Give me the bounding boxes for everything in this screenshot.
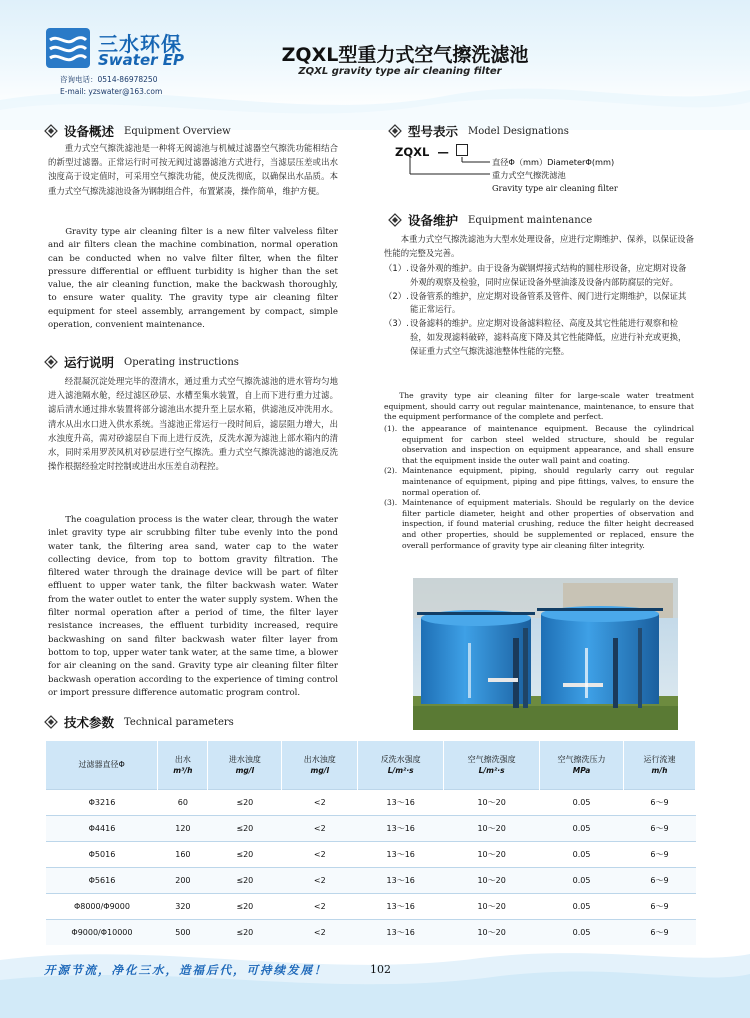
table-cell: <2	[282, 841, 358, 867]
diamond-bullet-icon	[44, 715, 58, 729]
label-filter-cn: 重力式空气擦洗滤池	[492, 170, 566, 180]
table-cell: 60	[158, 789, 208, 815]
table-cell: 500	[158, 919, 208, 945]
table-cell: 10～20	[444, 789, 540, 815]
section-heading-operation	[44, 353, 239, 371]
list-item	[384, 317, 694, 358]
heading-en: Technical parameters	[124, 716, 234, 728]
list-number: (2).	[384, 466, 398, 476]
table-cell: 320	[158, 893, 208, 919]
table-cell: 0.05	[540, 919, 624, 945]
column-header: 空气擦洗压力 MPa	[540, 741, 624, 789]
table-cell: 6～9	[624, 893, 696, 919]
table-cell: 0.05	[540, 815, 624, 841]
paragraph: Gravity type air cleaning filter is a new filter valveless filter and air filters clean the machine combination, normal operation can be conducted when no valve filter filter, when the filter pressure differential or effluent turbidity is higher than the set value, the air cleaning function, make the backwash thoroughly, to ensure water quality. The gravity type air cleaning filter equipment for steel assembly, arrangement by compact, simple operation, convenient maintenance.	[48, 227, 338, 331]
table-cell: Φ4416	[46, 815, 158, 841]
section-heading-parameters	[44, 713, 234, 731]
maintenance-list-en	[384, 424, 694, 551]
table-cell: 6～9	[624, 815, 696, 841]
logo-text-cn: 三水环保	[98, 32, 182, 56]
heading-en: Operating instructions	[124, 356, 239, 368]
table-cell: Φ8000/Φ9000	[46, 893, 158, 919]
table-cell: 0.05	[540, 893, 624, 919]
list-item	[384, 424, 694, 466]
table-cell: 200	[158, 867, 208, 893]
heading-en: Equipment maintenance	[468, 214, 593, 226]
list-text: 设备外观的维护。由于设备为碳钢焊接式结构的圆柱形设备，应定期对设备外观的观察及检验，同时应保证设备外壁油漆及设备内部防腐层的完好。	[410, 263, 687, 287]
table-cell: Φ5016	[46, 841, 158, 867]
table-cell: 10～20	[444, 893, 540, 919]
table-cell: 13～16	[358, 789, 444, 815]
paragraph: 经混凝沉淀处理完毕的澄清水，通过重力式空气擦洗滤池的进水管均匀地进入滤池隔水舱，经过滤区砂层、水槽至集水装置，自上而下进行重力过滤。滤后清水通过排水装置将部分滤池出水提升至上层水箱，供滤池反冲洗用水。清水从出水口进入供水系统。当滤池正常运行一段时间后，滤层阻力增大，出水浊度升高，需对砂滤层自下而上进行反洗，反洗水源为滤池上部水箱内的清水，同时采用罗茨风机对砂层进行空气擦洗。重力式空气擦洗滤池的滤池反洗操作根据经验定时控制或进出水压差自动程控。	[48, 376, 338, 472]
label-diameter: 直径Φ（mm）DiameterΦ(mm)	[492, 157, 615, 167]
diamond-bullet-icon	[388, 213, 402, 227]
designation-leader-lines	[400, 155, 500, 197]
list-item	[384, 498, 694, 551]
table-cell: 13～16	[358, 867, 444, 893]
page-number: 102	[370, 963, 391, 976]
table-cell: ≤20	[208, 919, 282, 945]
column-header: 空气擦洗强度 L/m²·s	[444, 741, 540, 789]
table-cell: 10～20	[444, 841, 540, 867]
diamond-bullet-icon	[44, 355, 58, 369]
paragraph: 本重力式空气擦洗滤池为大型水处理设备，应进行定期维护、保养，以保证设备性能的完整及完善。	[384, 234, 694, 259]
model-code-dash: —	[437, 145, 449, 159]
table-cell: ≤20	[208, 815, 282, 841]
operation-text-en	[48, 514, 338, 700]
paragraph: The coagulation process is the water clear, through the water inlet gravity type air scrubbing filter tube evenly into the pond water tank, the filtering area sand, water cap to the water collecting device, from top to bottom gravity filtration. The filtered water through the drainage device will be part of filter effluent to upper water tank, the filter backwash water. Water from the water outlet to enter the water supply system. When the filter normal operation after a period of time, the filter layer resistance increases, the effluent turbidity increased, require backwashing on sand filter backwash water filter layer from bottom to top, upper water tank water, at the same time, a blower for air cleaning on the sand. Gravity type air cleaning filter filter backwash operation according to the experience of timing control or import pressure difference automatic program control.	[48, 515, 338, 698]
heading-en: Model Designations	[468, 125, 569, 137]
paragraph: The gravity type air cleaning filter for large-scale water treatment equipment, should carry out regular maintenance, maintenance, to ensure that the equipment performance of the complete and perfect.	[384, 391, 694, 422]
list-number: （3）.	[384, 318, 409, 329]
table-cell: 6～9	[624, 919, 696, 945]
table-cell: 120	[158, 815, 208, 841]
diamond-bullet-icon	[44, 124, 58, 138]
maintenance-intro-en	[384, 391, 694, 423]
footer-slogan: 开源节流，净化三水，造福后代，可持续发展！	[44, 963, 328, 977]
logo-text-en: Swater EP	[98, 51, 184, 69]
page-subtitle: ZQXL gravity type air cleaning filter	[298, 66, 502, 77]
table-cell: ≤20	[208, 841, 282, 867]
list-number: （2）.	[384, 290, 409, 301]
table-cell: 0.05	[540, 867, 624, 893]
table-cell: 13～16	[358, 841, 444, 867]
table-cell: 13～16	[358, 919, 444, 945]
diamond-bullet-icon	[388, 124, 402, 138]
column-header: 反洗水强度 L/m²·s	[358, 741, 444, 789]
table-cell: 0.05	[540, 841, 624, 867]
table-row	[46, 815, 696, 841]
table-cell: 0.05	[540, 789, 624, 815]
table-cell: <2	[282, 789, 358, 815]
column-header: 过滤器直径Φ	[46, 741, 158, 789]
list-text: 设备管系的维护，应定期对设备管系及管件、阀门进行定期维护，以保证其能正常运行。	[410, 290, 687, 315]
table-cell: 6～9	[624, 841, 696, 867]
table-row	[46, 893, 696, 919]
page-title: ZQXL型重力式空气擦洗滤池	[281, 44, 529, 66]
section-heading-designation	[388, 122, 569, 140]
column-header: 运行流速 m/h	[624, 741, 696, 789]
list-item	[384, 262, 694, 290]
list-text: Maintenance of equipment materials. Should be regularly on the device filter particle diameter, height and other properties of observation and inspection, if found material crushing, reduce the filter height decreased and other properties, should be supplemented or replaced, ensure the overall performance of gravity type air cleaning filter integrity.	[402, 498, 694, 550]
heading-cn: 技术参数	[64, 715, 115, 730]
model-code-text: ZQXL	[395, 145, 430, 159]
operation-text-cn	[48, 374, 338, 473]
table-cell: 6～9	[624, 867, 696, 893]
parameters-table	[46, 741, 696, 945]
contact-phone: 咨询电话：0514-86978250	[60, 75, 158, 84]
contact-email: E-mail: yzswater@163.com	[60, 87, 163, 96]
table-cell: 10～20	[444, 919, 540, 945]
list-number: （1）.	[384, 263, 409, 273]
table-cell: 160	[158, 841, 208, 867]
table-cell: 13～16	[358, 893, 444, 919]
table-cell: <2	[282, 919, 358, 945]
table-cell: <2	[282, 815, 358, 841]
footer-wave-decoration	[0, 940, 750, 1018]
filter-tanks-photo	[413, 578, 678, 730]
maintenance-list-cn	[384, 262, 694, 359]
heading-cn: 设备维护	[408, 213, 459, 228]
table-cell: 13～16	[358, 815, 444, 841]
list-number: (1).	[384, 424, 398, 433]
table-cell: Φ3216	[46, 789, 158, 815]
table-cell: ≤20	[208, 893, 282, 919]
list-number: (3).	[384, 498, 398, 508]
table-cell: ≤20	[208, 867, 282, 893]
table-row	[46, 841, 696, 867]
overview-text-en	[48, 226, 338, 332]
heading-cn: 型号表示	[408, 124, 459, 139]
list-text: Maintenance equipment, piping, should regularly carry out regular maintenance of equipment, piping and pipe fittings, valves, to ensure the normal operation of.	[402, 466, 694, 497]
table-header-row	[46, 741, 696, 789]
table-cell: 10～20	[444, 867, 540, 893]
paragraph: 重力式空气擦洗滤池是一种将无阀滤池与机械过滤器空气擦洗功能相结合的新型过滤器。正常运行时可按无阀过滤器滤池方式进行，当滤层压差或出水浊度高于设定值时，可采用空气擦洗功能，使反洗彻底，以确保出水品质。本重力式空气擦洗滤池设备为钢制组合件，布置紧凑，操作简单，维护方便。	[48, 143, 338, 196]
table-cell: Φ9000/Φ10000	[46, 919, 158, 945]
table-cell: ≤20	[208, 789, 282, 815]
table-cell: 6～9	[624, 789, 696, 815]
list-item	[384, 466, 694, 498]
contact-info	[60, 74, 162, 98]
maintenance-intro-cn	[384, 232, 694, 260]
overview-text-cn	[48, 141, 338, 198]
table-cell: Φ5616	[46, 867, 158, 893]
label-filter-en: Gravity type air cleaning filter	[492, 183, 618, 193]
column-header: 出水浊度 mg/l	[282, 741, 358, 789]
list-text: the appearance of maintenance equipment. Because the cylindrical equipment for carbon steel welded structure, should be regular observation and inspection on equipment appearance, and shall ensure that the equipment inside the outer wall paint and coating.	[402, 424, 694, 465]
heading-cn: 运行说明	[64, 355, 115, 370]
heading-cn: 设备概述	[64, 124, 115, 139]
section-heading-maintenance	[388, 211, 592, 229]
section-heading-overview	[44, 122, 231, 140]
column-header: 出水 m³/h	[158, 741, 208, 789]
heading-en: Equipment Overview	[124, 125, 231, 137]
table-cell: <2	[282, 867, 358, 893]
table-cell: 10～20	[444, 815, 540, 841]
table-row	[46, 789, 696, 815]
table-row	[46, 867, 696, 893]
table-cell: <2	[282, 893, 358, 919]
list-text: 设备滤料的维护。应定期对设备滤料粒径、高度及其它性能进行观察和检验，如发现滤料破碎，滤料高度下降及其它性能降低，应进行补充或更换，保证重力式空气擦洗滤池整体性能的完整。	[410, 318, 687, 356]
list-item	[384, 290, 694, 318]
column-header: 进水浊度 mg/l	[208, 741, 282, 789]
